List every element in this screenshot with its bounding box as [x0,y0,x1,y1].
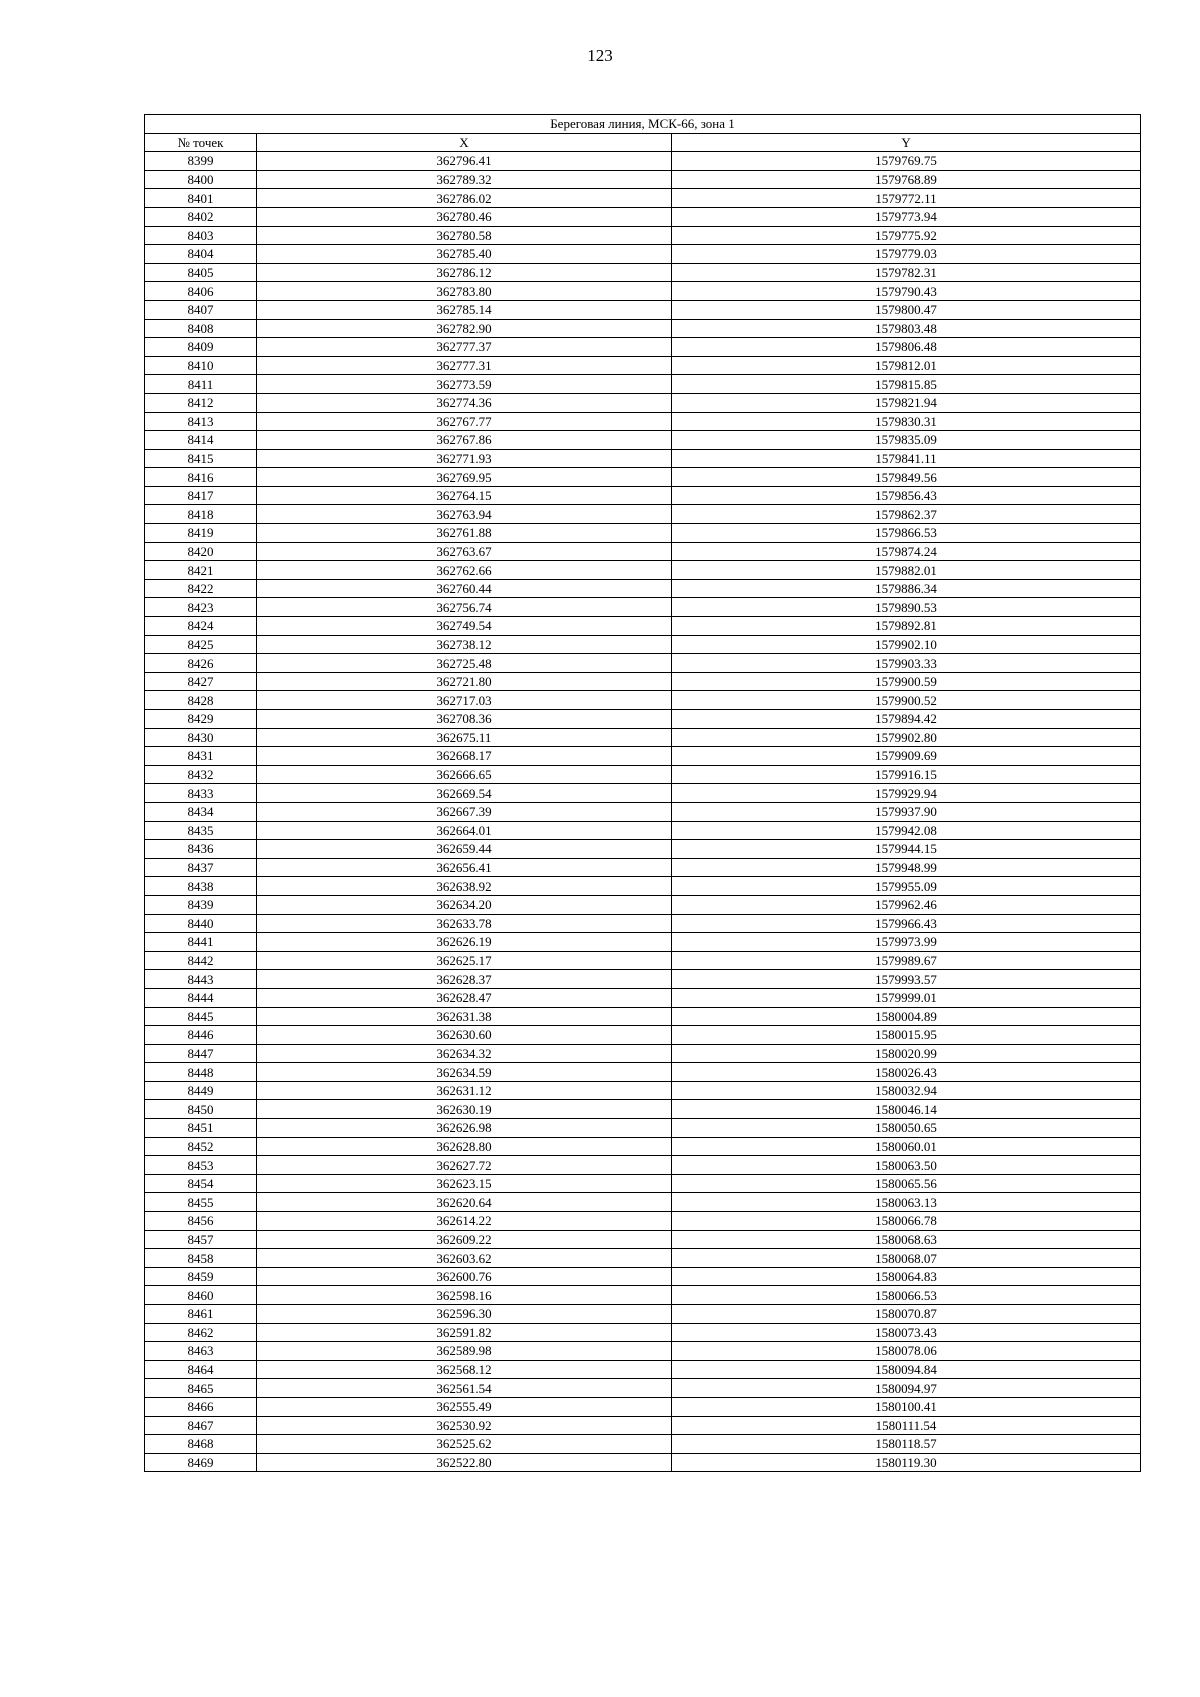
y-cell: 1580070.87 [672,1305,1141,1324]
table-row [145,1063,1141,1082]
y-cell: 1579790.43 [672,282,1141,301]
x-cell: 362667.39 [257,802,672,821]
point-number-cell: 8413 [145,412,257,431]
column-header-y: Y [672,133,1141,152]
point-number-cell: 8466 [145,1397,257,1416]
y-cell: 1579782.31 [672,263,1141,282]
point-number-cell: 8451 [145,1119,257,1138]
x-cell: 362777.37 [257,338,672,357]
point-number-cell: 8452 [145,1137,257,1156]
y-cell: 1579892.81 [672,617,1141,636]
x-cell: 362633.78 [257,914,672,933]
table-row [145,970,1141,989]
table-row [145,784,1141,803]
x-cell: 362760.44 [257,579,672,598]
point-number-cell: 8429 [145,710,257,729]
y-cell: 1580066.78 [672,1212,1141,1231]
column-header-x: X [257,133,672,152]
x-cell: 362666.65 [257,765,672,784]
table-row [145,431,1141,450]
point-number-cell: 8468 [145,1435,257,1454]
x-cell: 362626.98 [257,1119,672,1138]
x-cell: 362717.03 [257,691,672,710]
point-number-cell: 8412 [145,393,257,412]
table-row [145,1267,1141,1286]
x-cell: 362561.54 [257,1379,672,1398]
point-number-cell: 8445 [145,1007,257,1026]
table-row [145,338,1141,357]
y-cell: 1579862.37 [672,505,1141,524]
x-cell: 362628.37 [257,970,672,989]
y-cell: 1579929.94 [672,784,1141,803]
x-cell: 362614.22 [257,1212,672,1231]
table-row [145,263,1141,282]
table-title: Береговая линия, МСК-66, зона 1 [145,115,1141,134]
point-number-cell: 8440 [145,914,257,933]
x-cell: 362598.16 [257,1286,672,1305]
table-row [145,189,1141,208]
y-cell: 1580068.63 [672,1230,1141,1249]
point-number-cell: 8403 [145,226,257,245]
page-number: 123 [587,46,613,65]
table-row [145,1230,1141,1249]
x-cell: 362603.62 [257,1249,672,1268]
y-cell: 1580064.83 [672,1267,1141,1286]
x-cell: 362756.74 [257,598,672,617]
table-row [145,1193,1141,1212]
x-cell: 362525.62 [257,1435,672,1454]
y-cell: 1580066.53 [672,1286,1141,1305]
y-cell: 1579966.43 [672,914,1141,933]
y-cell: 1580068.07 [672,1249,1141,1268]
table-title-row [145,115,1141,134]
point-number-cell: 8457 [145,1230,257,1249]
point-number-cell: 8424 [145,617,257,636]
table-row [145,635,1141,654]
y-cell: 1579769.75 [672,152,1141,171]
y-cell: 1579902.80 [672,728,1141,747]
point-number-cell: 8417 [145,486,257,505]
table-row [145,449,1141,468]
point-number-cell: 8422 [145,579,257,598]
x-cell: 362638.92 [257,877,672,896]
point-number-cell: 8462 [145,1323,257,1342]
x-cell: 362596.30 [257,1305,672,1324]
table-row [145,1044,1141,1063]
y-cell: 1579806.48 [672,338,1141,357]
x-cell: 362555.49 [257,1397,672,1416]
point-number-cell: 8460 [145,1286,257,1305]
y-cell: 1579900.52 [672,691,1141,710]
x-cell: 362568.12 [257,1360,672,1379]
table-row [145,914,1141,933]
x-cell: 362600.76 [257,1267,672,1286]
table-row [145,412,1141,431]
point-number-cell: 8434 [145,802,257,821]
x-cell: 362764.15 [257,486,672,505]
point-number-cell: 8450 [145,1100,257,1119]
y-cell: 1579937.90 [672,802,1141,821]
point-number-cell: 8418 [145,505,257,524]
y-cell: 1579841.11 [672,449,1141,468]
x-cell: 362786.12 [257,263,672,282]
x-cell: 362659.44 [257,840,672,859]
table-header-row [145,133,1141,152]
x-cell: 362780.46 [257,207,672,226]
y-cell: 1580026.43 [672,1063,1141,1082]
y-cell: 1579999.01 [672,988,1141,1007]
point-number-cell: 8435 [145,821,257,840]
table-row [145,561,1141,580]
y-cell: 1579942.08 [672,821,1141,840]
table-row [145,988,1141,1007]
y-cell: 1579989.67 [672,951,1141,970]
y-cell: 1579812.01 [672,356,1141,375]
table-row [145,933,1141,952]
x-cell: 362625.17 [257,951,672,970]
y-cell: 1579900.59 [672,672,1141,691]
x-cell: 362626.19 [257,933,672,952]
y-cell: 1579882.01 [672,561,1141,580]
x-cell: 362777.31 [257,356,672,375]
y-cell: 1579948.99 [672,858,1141,877]
y-cell: 1580063.13 [672,1193,1141,1212]
table-row [145,1026,1141,1045]
x-cell: 362767.86 [257,431,672,450]
point-number-cell: 8399 [145,152,257,171]
point-number-cell: 8404 [145,245,257,264]
point-number-cell: 8463 [145,1342,257,1361]
y-cell: 1579973.99 [672,933,1141,952]
table-row [145,710,1141,729]
column-header-point-number: № точек [145,133,257,152]
point-number-cell: 8430 [145,728,257,747]
y-cell: 1580020.99 [672,1044,1141,1063]
point-number-cell: 8449 [145,1081,257,1100]
point-number-cell: 8436 [145,840,257,859]
point-number-cell: 8427 [145,672,257,691]
point-number-cell: 8414 [145,431,257,450]
point-number-cell: 8405 [145,263,257,282]
table-row [145,877,1141,896]
table-row [145,1342,1141,1361]
y-cell: 1579886.34 [672,579,1141,598]
point-number-cell: 8459 [145,1267,257,1286]
y-cell: 1579962.46 [672,895,1141,914]
table-row [145,802,1141,821]
table-row [145,1081,1141,1100]
y-cell: 1580060.01 [672,1137,1141,1156]
point-number-cell: 8432 [145,765,257,784]
point-number-cell: 8448 [145,1063,257,1082]
x-cell: 362749.54 [257,617,672,636]
table-row [145,579,1141,598]
y-cell: 1580073.43 [672,1323,1141,1342]
y-cell: 1579815.85 [672,375,1141,394]
y-cell: 1579944.15 [672,840,1141,859]
point-number-cell: 8438 [145,877,257,896]
point-number-cell: 8443 [145,970,257,989]
x-cell: 362763.94 [257,505,672,524]
table-row [145,765,1141,784]
x-cell: 362789.32 [257,170,672,189]
point-number-cell: 8407 [145,300,257,319]
x-cell: 362738.12 [257,635,672,654]
y-cell: 1580015.95 [672,1026,1141,1045]
table-row [145,152,1141,171]
table-row [145,1435,1141,1454]
point-number-cell: 8410 [145,356,257,375]
y-cell: 1580094.97 [672,1379,1141,1398]
x-cell: 362656.41 [257,858,672,877]
x-cell: 362796.41 [257,152,672,171]
x-cell: 362774.36 [257,393,672,412]
y-cell: 1579779.03 [672,245,1141,264]
point-number-cell: 8465 [145,1379,257,1398]
table-row [145,691,1141,710]
table-row [145,282,1141,301]
x-cell: 362620.64 [257,1193,672,1212]
y-cell: 1579775.92 [672,226,1141,245]
table-row [145,1305,1141,1324]
y-cell: 1579803.48 [672,319,1141,338]
point-number-cell: 8420 [145,542,257,561]
point-number-cell: 8415 [145,449,257,468]
table-row [145,1137,1141,1156]
point-number-cell: 8426 [145,654,257,673]
point-number-cell: 8421 [145,561,257,580]
table-row [145,542,1141,561]
point-number-cell: 8423 [145,598,257,617]
y-cell: 1579849.56 [672,468,1141,487]
table-row [145,300,1141,319]
table-row [145,319,1141,338]
point-number-cell: 8433 [145,784,257,803]
x-cell: 362771.93 [257,449,672,468]
y-cell: 1579902.10 [672,635,1141,654]
y-cell: 1579993.57 [672,970,1141,989]
x-cell: 362628.80 [257,1137,672,1156]
point-number-cell: 8453 [145,1156,257,1175]
table-row [145,226,1141,245]
point-number-cell: 8425 [145,635,257,654]
table-row [145,1007,1141,1026]
point-number-cell: 8439 [145,895,257,914]
x-cell: 362634.59 [257,1063,672,1082]
point-number-cell: 8406 [145,282,257,301]
x-cell: 362786.02 [257,189,672,208]
table-row [145,1453,1141,1472]
y-cell: 1580050.65 [672,1119,1141,1138]
y-cell: 1580100.41 [672,1397,1141,1416]
point-number-cell: 8454 [145,1174,257,1193]
table-row [145,951,1141,970]
y-cell: 1580119.30 [672,1453,1141,1472]
x-cell: 362761.88 [257,524,672,543]
x-cell: 362522.80 [257,1453,672,1472]
table-body [145,152,1141,1472]
table-row [145,356,1141,375]
point-number-cell: 8444 [145,988,257,1007]
x-cell: 362767.77 [257,412,672,431]
y-cell: 1579866.53 [672,524,1141,543]
table-row [145,1100,1141,1119]
y-cell: 1579916.15 [672,765,1141,784]
y-cell: 1579856.43 [672,486,1141,505]
x-cell: 362769.95 [257,468,672,487]
table-row [145,672,1141,691]
point-number-cell: 8455 [145,1193,257,1212]
x-cell: 362630.19 [257,1100,672,1119]
point-number-cell: 8464 [145,1360,257,1379]
table-row [145,728,1141,747]
table-row [145,1397,1141,1416]
x-cell: 362785.40 [257,245,672,264]
y-cell: 1579903.33 [672,654,1141,673]
y-cell: 1580065.56 [672,1174,1141,1193]
table-row [145,617,1141,636]
point-number-cell: 8400 [145,170,257,189]
point-number-cell: 8402 [145,207,257,226]
y-cell: 1579874.24 [672,542,1141,561]
point-number-cell: 8447 [145,1044,257,1063]
table-row [145,486,1141,505]
y-cell: 1580111.54 [672,1416,1141,1435]
table-row [145,1212,1141,1231]
table-row [145,840,1141,859]
table-row [145,1379,1141,1398]
x-cell: 362634.32 [257,1044,672,1063]
table-row [145,170,1141,189]
y-cell: 1579894.42 [672,710,1141,729]
y-cell: 1580094.84 [672,1360,1141,1379]
x-cell: 362530.92 [257,1416,672,1435]
x-cell: 362631.12 [257,1081,672,1100]
y-cell: 1579909.69 [672,747,1141,766]
point-number-cell: 8456 [145,1212,257,1231]
x-cell: 362708.36 [257,710,672,729]
x-cell: 362631.38 [257,1007,672,1026]
x-cell: 362664.01 [257,821,672,840]
point-number-cell: 8408 [145,319,257,338]
table-row [145,207,1141,226]
x-cell: 362762.66 [257,561,672,580]
table-row [145,393,1141,412]
y-cell: 1579830.31 [672,412,1141,431]
y-cell: 1580118.57 [672,1435,1141,1454]
y-cell: 1579800.47 [672,300,1141,319]
table-row [145,1174,1141,1193]
x-cell: 362630.60 [257,1026,672,1045]
point-number-cell: 8446 [145,1026,257,1045]
x-cell: 362725.48 [257,654,672,673]
y-cell: 1580063.50 [672,1156,1141,1175]
x-cell: 362627.72 [257,1156,672,1175]
table-row [145,1360,1141,1379]
point-number-cell: 8416 [145,468,257,487]
point-number-cell: 8437 [145,858,257,877]
point-number-cell: 8401 [145,189,257,208]
table-row [145,821,1141,840]
table-row [145,245,1141,264]
point-number-cell: 8431 [145,747,257,766]
y-cell: 1580046.14 [672,1100,1141,1119]
x-cell: 362782.90 [257,319,672,338]
y-cell: 1579890.53 [672,598,1141,617]
x-cell: 362783.80 [257,282,672,301]
x-cell: 362780.58 [257,226,672,245]
point-number-cell: 8428 [145,691,257,710]
x-cell: 362589.98 [257,1342,672,1361]
point-number-cell: 8419 [145,524,257,543]
table-row [145,1156,1141,1175]
point-number-cell: 8442 [145,951,257,970]
table-row [145,858,1141,877]
y-cell: 1579772.11 [672,189,1141,208]
y-cell: 1580032.94 [672,1081,1141,1100]
x-cell: 362609.22 [257,1230,672,1249]
table-row [145,1323,1141,1342]
point-number-cell: 8469 [145,1453,257,1472]
point-number-cell: 8411 [145,375,257,394]
table-row [145,1249,1141,1268]
y-cell: 1580004.89 [672,1007,1141,1026]
y-cell: 1580078.06 [672,1342,1141,1361]
x-cell: 362591.82 [257,1323,672,1342]
table-row [145,505,1141,524]
table-row [145,895,1141,914]
table-row [145,747,1141,766]
y-cell: 1579768.89 [672,170,1141,189]
point-number-cell: 8409 [145,338,257,357]
x-cell: 362628.47 [257,988,672,1007]
x-cell: 362785.14 [257,300,672,319]
table-row [145,524,1141,543]
coordinates-table [144,114,1141,1472]
point-number-cell: 8461 [145,1305,257,1324]
table-row [145,1416,1141,1435]
x-cell: 362668.17 [257,747,672,766]
x-cell: 362623.15 [257,1174,672,1193]
y-cell: 1579835.09 [672,431,1141,450]
table-row [145,375,1141,394]
point-number-cell: 8458 [145,1249,257,1268]
x-cell: 362721.80 [257,672,672,691]
x-cell: 362763.67 [257,542,672,561]
y-cell: 1579821.94 [672,393,1141,412]
y-cell: 1579773.94 [672,207,1141,226]
point-number-cell: 8467 [145,1416,257,1435]
table-row [145,1286,1141,1305]
table-row [145,1119,1141,1138]
point-number-cell: 8441 [145,933,257,952]
x-cell: 362773.59 [257,375,672,394]
x-cell: 362634.20 [257,895,672,914]
x-cell: 362675.11 [257,728,672,747]
table-row [145,468,1141,487]
table-row [145,654,1141,673]
x-cell: 362669.54 [257,784,672,803]
table-row [145,598,1141,617]
y-cell: 1579955.09 [672,877,1141,896]
